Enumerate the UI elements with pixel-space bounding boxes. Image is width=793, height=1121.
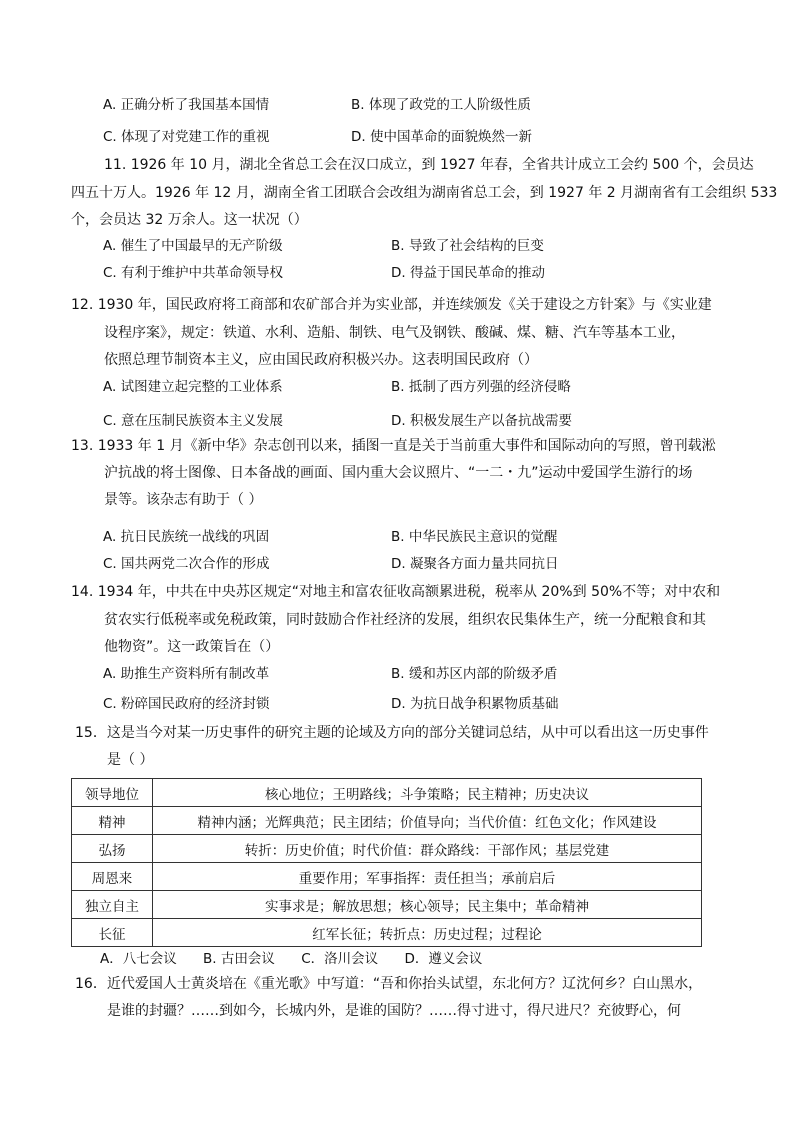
q15-option-a: A．八七会议 <box>100 951 177 967</box>
q12-text-line-1: 12. 1930 年，国民政府将工商部和农矿部合并为实业部，并连续颁发《关于建设之方针案》与《实业建 <box>71 297 712 313</box>
q15-option-c: C．洛川会议 <box>301 951 379 967</box>
q14-option-a: A. 助推生产资料所有制改革 <box>103 666 270 682</box>
q14-text-line-1: 14. 1934 年，中共在中央苏区规定“对地主和富农征收高额累进税，税率从 20%到 50%不等；对中农和 <box>71 584 721 600</box>
table-row <box>72 807 702 835</box>
q13-option-d: D. 凝聚各方面力量共同抗日 <box>391 556 559 572</box>
q12-option-c: C. 意在压制民族资本主义发展 <box>103 413 284 429</box>
table-cell-keywords: 精神内涵；光辉典范；民主团结；价值导向；当代价值：红色文化；作风建设 <box>153 807 702 835</box>
q16-text-line-2: 是谁的封疆？……到如今，长城内外，是谁的国防？……得寸进寸，得尺进尺？充彼野心，何 <box>107 1003 681 1019</box>
q15-option-b: B. 古田会议 <box>203 951 275 967</box>
q14-option-c: C. 粉碎国民政府的经济封锁 <box>103 696 270 712</box>
q12-option-a: A. 试图建立起完整的工业体系 <box>103 379 283 395</box>
q14-text-line-3: 他物资”。这一政策旨在（） <box>104 639 280 655</box>
table-cell-keywords: 红军长征；转折点：历史过程；过程论 <box>153 919 702 947</box>
q15-keyword-table <box>71 778 702 947</box>
table-cell-topic: 周恩来 <box>72 863 153 891</box>
q13-option-b: B. 中华民族民主意识的觉醒 <box>391 529 558 545</box>
q13-option-c: C. 国共两党二次合作的形成 <box>103 556 270 572</box>
q10-option-a: A. 正确分析了我国基本国情 <box>103 97 270 113</box>
q10-option-b: B. 体现了政党的工人阶级性质 <box>351 97 531 113</box>
table-cell-keywords: 转折：历史价值；时代价值：群众路线：干部作风；基层党建 <box>153 835 702 863</box>
q11-text-line-3: 个，会员达 32 万余人。这一状况（） <box>71 212 308 228</box>
q15-text-line-2: 是（ ） <box>107 752 154 768</box>
q11-option-d: D. 得益于国民革命的推动 <box>391 265 545 281</box>
q12-option-d: D. 积极发展生产以备抗战需要 <box>391 413 572 429</box>
table-row <box>72 835 702 863</box>
q14-option-b: B. 缓和苏区内部的阶级矛盾 <box>391 666 558 682</box>
table-cell-topic: 长征 <box>72 919 153 947</box>
q13-text-line-1: 13. 1933 年 1 月《新中华》杂志创刊以来，插图一直是关于当前重大事件和国际动向的写照，曾刊载淞 <box>71 438 716 454</box>
q14-option-d: D. 为抗日战争积累物质基础 <box>391 696 559 712</box>
table-cell-topic: 独立自主 <box>72 891 153 919</box>
q11-option-c: C. 有利于维护中共革命领导权 <box>103 265 284 281</box>
q11-text-line-2: 四五十万人。1926 年 12 月，湖南全省工团联合会改组为湖南省总工会，到 1927 年 2 月湖南省有工会组织 533 <box>71 185 778 201</box>
table-cell-keywords: 重要作用；军事指挥：责任担当；承前启后 <box>153 863 702 891</box>
q15-options <box>100 947 504 967</box>
table-cell-keywords: 实事求是；解放思想；核心领导；民主集中；革命精神 <box>153 891 702 919</box>
table-cell-topic: 领导地位 <box>72 779 153 807</box>
table-cell-keywords: 核心地位；王明路线；斗争策略；民主精神；历史决议 <box>153 779 702 807</box>
q11-option-b: B. 导致了社会结构的巨变 <box>391 238 544 254</box>
q10-option-d: D. 使中国革命的面貌焕然一新 <box>351 129 532 145</box>
table-row <box>72 863 702 891</box>
q15-text-line-1: 15．这是当今对某一历史事件的研究主题的论域及方向的部分关键词总结，从中可以看出这一历史事件 <box>75 725 709 741</box>
table-row <box>72 891 702 919</box>
q11-option-a: A. 催生了中国最早的无产阶级 <box>103 238 283 254</box>
q12-option-b: B. 抵制了西方列强的经济侵略 <box>391 379 571 395</box>
q13-text-line-3: 景等。该杂志有助于（ ） <box>104 492 263 508</box>
table-cell-topic: 弘扬 <box>72 835 153 863</box>
table-row <box>72 779 702 807</box>
q13-text-line-2: 沪抗战的将士图像、日本备战的画面、国内重大会议照片、“一二・九”运动中爱国学生游行的场 <box>104 465 693 481</box>
q13-option-a: A. 抗日民族统一战线的巩固 <box>103 529 270 545</box>
q11-text-line-1: 11. 1926 年 10 月，湖北全省总工会在汉口成立，到 1927 年春，全省共计成立工会约 500 个，会员达 <box>104 157 754 173</box>
q12-text-line-3: 依照总理节制资本主义，应由国民政府积极兴办。这表明国民政府（） <box>104 352 538 368</box>
q12-text-line-2: 设程序案》，规定：铁道、水利、造船、制铁、电气及钢铁、酸碱、煤、糖、汽车等基本工业， <box>104 325 685 341</box>
q14-text-line-2: 贫农实行低税率或免税政策，同时鼓励合作社经济的发展，组织农民集体生产，统一分配粮食和其 <box>104 612 706 628</box>
q16-text-line-1: 16．近代爱国人士黄炎培在《重光歌》中写道：“吾和你抬头试望，东北何方？辽沈何乡？白山黑水， <box>75 976 703 992</box>
q15-option-d: D．遵义会议 <box>404 951 483 967</box>
table-cell-topic: 精神 <box>72 807 153 835</box>
q10-option-c: C. 体现了对党建工作的重视 <box>103 129 270 145</box>
table-row <box>72 919 702 947</box>
